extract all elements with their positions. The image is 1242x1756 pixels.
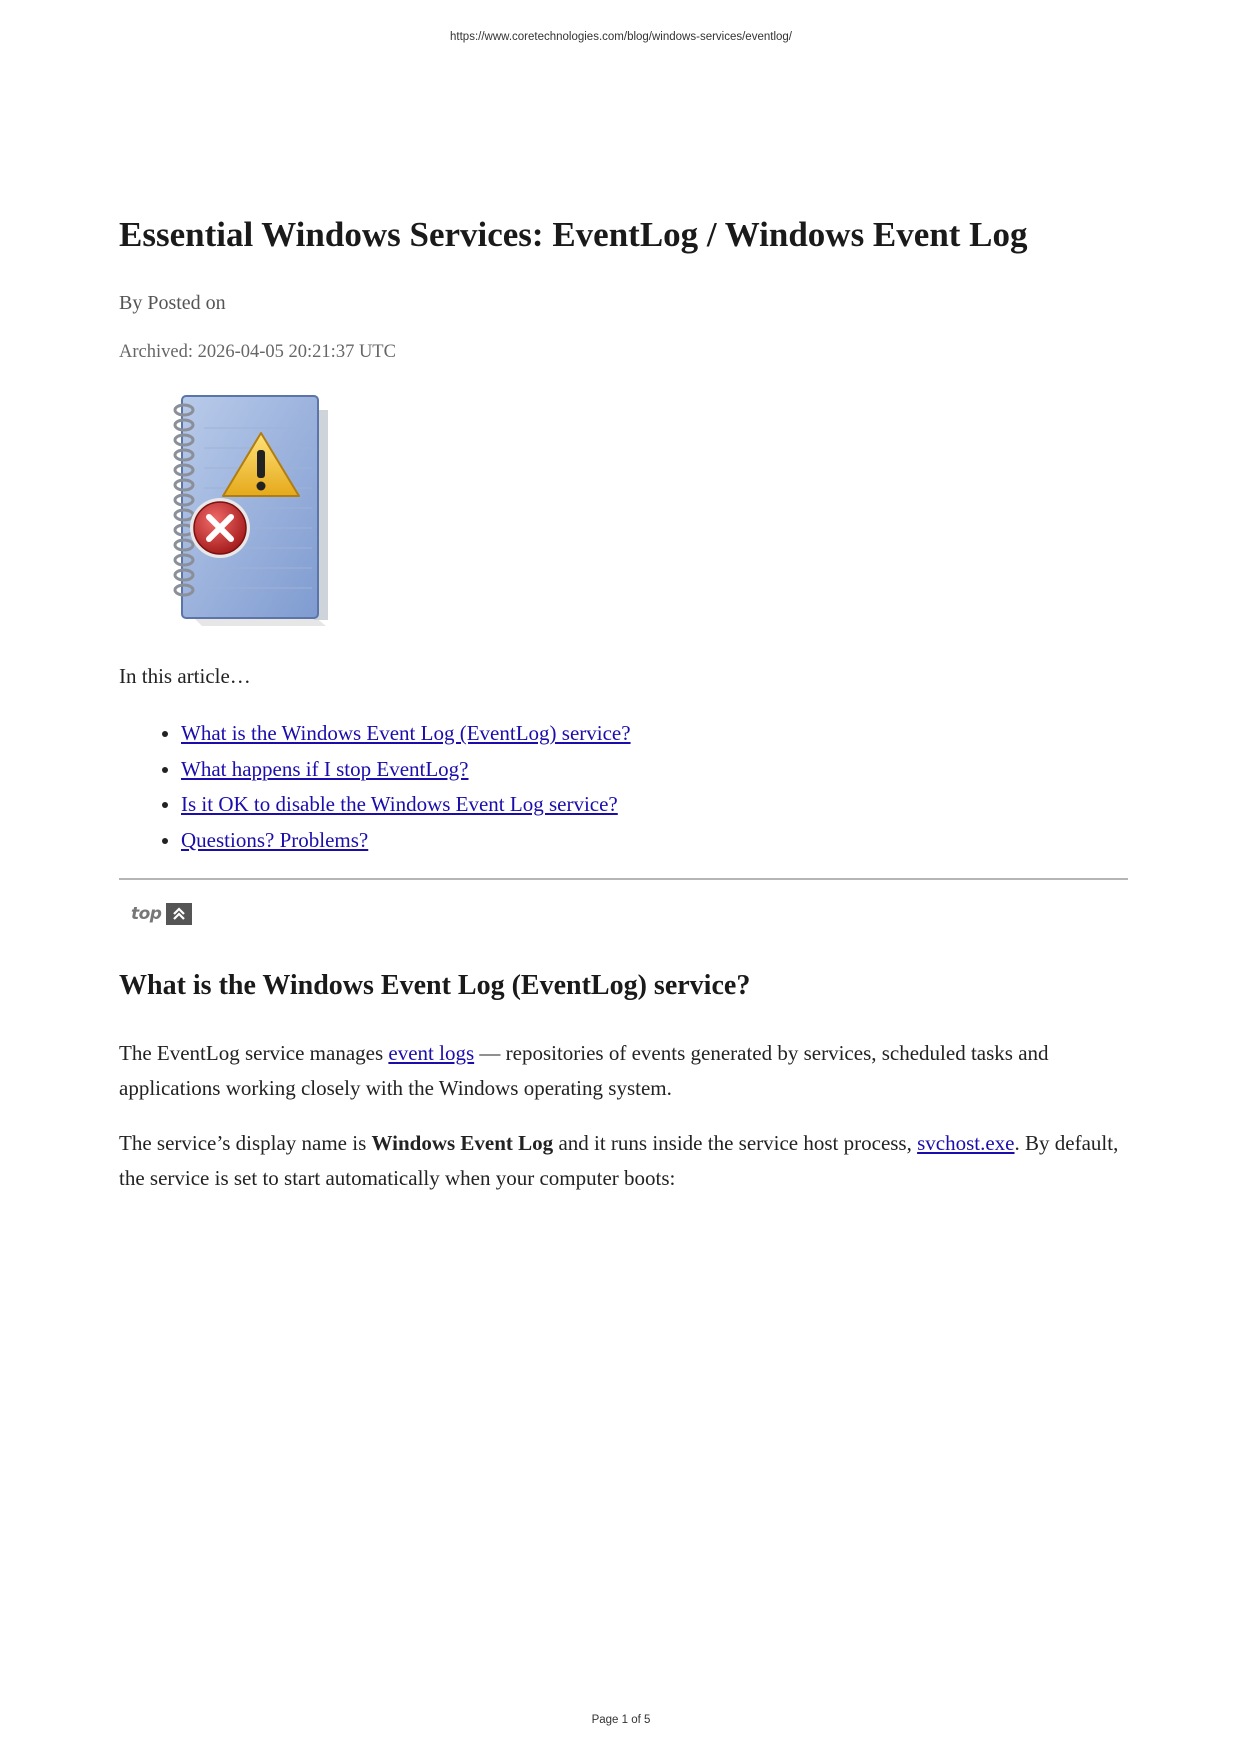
- toc-item: [181, 752, 631, 788]
- toc-item: [181, 787, 631, 823]
- archived-timestamp: Archived: 2026-04-05 20:21:37 UTC: [119, 342, 396, 362]
- toc-item: [181, 823, 631, 859]
- byline: By Posted on: [119, 292, 226, 314]
- toc-link-what-happens-stop[interactable]: What happens if I stop EventLog?: [181, 756, 469, 781]
- paragraph-display-name: The service’s display name is Windows Event Log and it runs inside the service host process, svchost.exe. By default, the service is set to start automatically when your computer boots:: [119, 1131, 1119, 1190]
- toc-intro: In this article…: [119, 664, 251, 688]
- event-log-notebook-icon: [154, 388, 344, 628]
- toc-link-what-is-eventlog[interactable]: What is the Windows Event Log (EventLog) service?: [181, 721, 631, 745]
- toc-link-questions[interactable]: Questions? Problems?: [181, 827, 369, 852]
- event-logs-link[interactable]: event logs: [388, 1041, 475, 1065]
- svchost-link[interactable]: svchost.exe: [917, 1131, 1015, 1155]
- double-chevron-up-icon: [166, 903, 192, 925]
- table-of-contents: [119, 716, 631, 858]
- section-divider: [119, 878, 1128, 880]
- back-to-top-link[interactable]: [131, 903, 192, 925]
- paragraph-eventlog-description: The EventLog service manages event logs — repositories of events generated by services, scheduled tasks and applications working closely with the Windows operating system.: [119, 1041, 1049, 1100]
- page-number: Page 1 of 5: [591, 1714, 651, 1726]
- section-heading-what-is-eventlog: What is the Windows Event Log (EventLog) service?: [119, 970, 751, 1001]
- toc-item: [181, 716, 631, 752]
- toc-link-ok-to-disable[interactable]: Is it OK to disable the Windows Event Log service?: [181, 792, 618, 816]
- service-display-name: Windows Event Log: [371, 1131, 554, 1155]
- page-url-header: https://www.coretechnologies.com/blog/windows-services/eventlog/: [450, 31, 792, 43]
- top-label: top: [131, 904, 162, 924]
- article-title: Essential Windows Services: EventLog / Windows Event Log: [119, 215, 1028, 254]
